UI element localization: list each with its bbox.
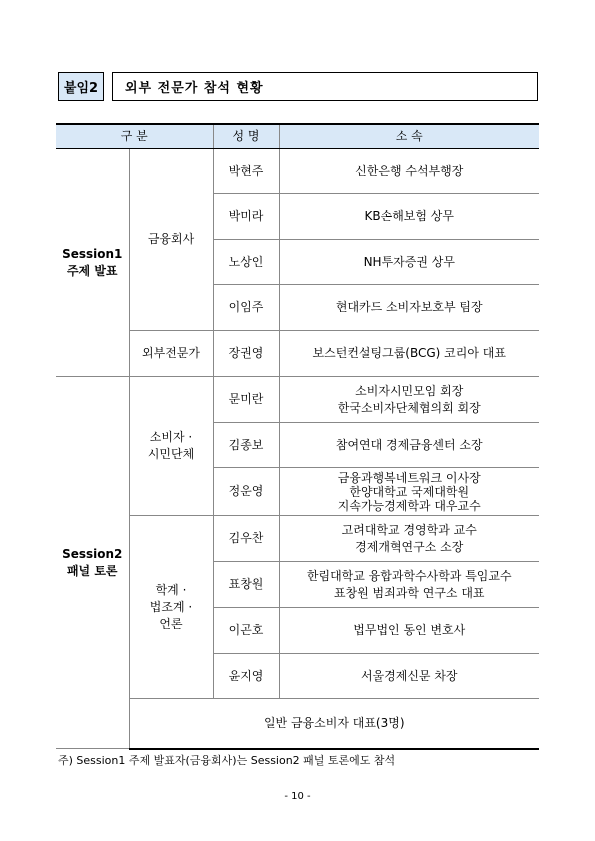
affiliation-line: 보스턴컨설팅그룹(BCG) 코리아 대표 xyxy=(312,346,506,360)
participant-name: 정운영 xyxy=(213,468,279,516)
column-header-category: 구 분 xyxy=(56,124,213,149)
affiliation-line: 금융과행복네트워크 이사장 xyxy=(337,470,481,485)
participant-affiliation xyxy=(279,423,539,468)
affiliation-line: 서울경제신문 차장 xyxy=(360,668,458,683)
participant-name: 노상인 xyxy=(213,240,279,285)
table-row xyxy=(56,149,539,194)
participant-name: 이임주 xyxy=(213,285,279,331)
session1-title: Session1 xyxy=(62,246,123,261)
participant-name: 박미라 xyxy=(213,194,279,240)
group-consumer-line: 시민단체 xyxy=(147,447,195,461)
table-row xyxy=(56,516,539,562)
affiliation-line: 표창원 범죄과학 연구소 대표 xyxy=(333,585,485,600)
group-consumer-label xyxy=(129,377,213,516)
participant-name: 문미란 xyxy=(213,377,279,423)
participant-affiliation xyxy=(279,149,539,194)
affiliation-line: 지속가능경제학과 대우교수 xyxy=(337,498,481,513)
participant-affiliation xyxy=(279,608,539,654)
group-consumer-line: 소비자 · xyxy=(149,430,193,444)
table-row xyxy=(56,331,539,377)
affiliation-line: 소비자시민모임 회장 xyxy=(355,383,464,398)
table-row xyxy=(56,699,539,749)
group-finance-label: 금융회사 xyxy=(129,149,213,331)
participant-name: 박현주 xyxy=(213,149,279,194)
affiliation-line: 한양대학교 국제대학원 xyxy=(349,484,470,499)
participants-table xyxy=(56,123,539,750)
affiliation-line: NH투자증권 상무 xyxy=(363,254,455,269)
affiliation-line: 현대카드 소비자보호부 팀장 xyxy=(335,300,483,314)
participant-affiliation xyxy=(279,194,539,240)
participant-affiliation xyxy=(279,377,539,423)
table-header-row xyxy=(56,124,539,149)
session2-subtitle: 패널 토론 xyxy=(66,563,118,578)
affiliation-line: 한국소비자단체협의회 회장 xyxy=(337,400,481,415)
participant-affiliation xyxy=(279,468,539,516)
participant-affiliation xyxy=(279,654,539,699)
affiliation-line: 신한은행 수석부행장 xyxy=(355,163,464,178)
column-header-name: 성 명 xyxy=(213,124,279,149)
participant-affiliation xyxy=(279,562,539,608)
group-academia-line: 학계 · xyxy=(155,582,187,597)
footnote: 주) Session1 주제 발표자(금융회사)는 Session2 패널 토론에도 참석 xyxy=(58,754,396,767)
participant-affiliation xyxy=(279,240,539,285)
column-header-affiliation: 소 속 xyxy=(279,124,539,149)
session2-title: Session2 xyxy=(62,546,123,561)
session1-subtitle: 주제 발표 xyxy=(66,263,118,278)
affiliation-line: 고려대학교 경영학과 교수 xyxy=(341,522,477,537)
general-consumer-representatives: 일반 금융소비자 대표(3명) xyxy=(129,699,539,749)
participant-affiliation xyxy=(279,285,539,331)
group-academia-line: 언론 xyxy=(159,616,183,631)
attachment-header xyxy=(58,72,538,101)
group-expert-label: 외부전문가 xyxy=(129,331,213,377)
document-title: 외부 전문가 참석 현황 xyxy=(112,72,538,101)
participant-affiliation xyxy=(279,516,539,562)
participant-name: 김우찬 xyxy=(213,516,279,562)
participant-name: 표창원 xyxy=(213,562,279,608)
participant-name: 윤지영 xyxy=(213,654,279,699)
affiliation-line: KB손해보험 상무 xyxy=(364,209,454,223)
page-number: - 10 - xyxy=(284,791,311,802)
affiliation-line: 경제개혁연구소 소장 xyxy=(355,539,464,554)
attachment-badge: 붙임2 xyxy=(58,72,104,101)
table-row xyxy=(56,377,539,423)
participant-name: 장권영 xyxy=(213,331,279,377)
affiliation-line: 한림대학교 융합과학수사학과 특임교수 xyxy=(306,568,512,583)
participant-affiliation xyxy=(279,331,539,377)
group-academia-label xyxy=(129,516,213,699)
session1-label xyxy=(56,149,129,377)
affiliation-line: 참여연대 경제금융센터 소장 xyxy=(335,437,483,452)
session2-label xyxy=(56,377,129,749)
participant-name: 김종보 xyxy=(213,423,279,468)
affiliation-line: 법무법인 동인 변호사 xyxy=(353,623,466,637)
group-academia-line: 법조계 · xyxy=(149,599,193,614)
participant-name: 이곤호 xyxy=(213,608,279,654)
